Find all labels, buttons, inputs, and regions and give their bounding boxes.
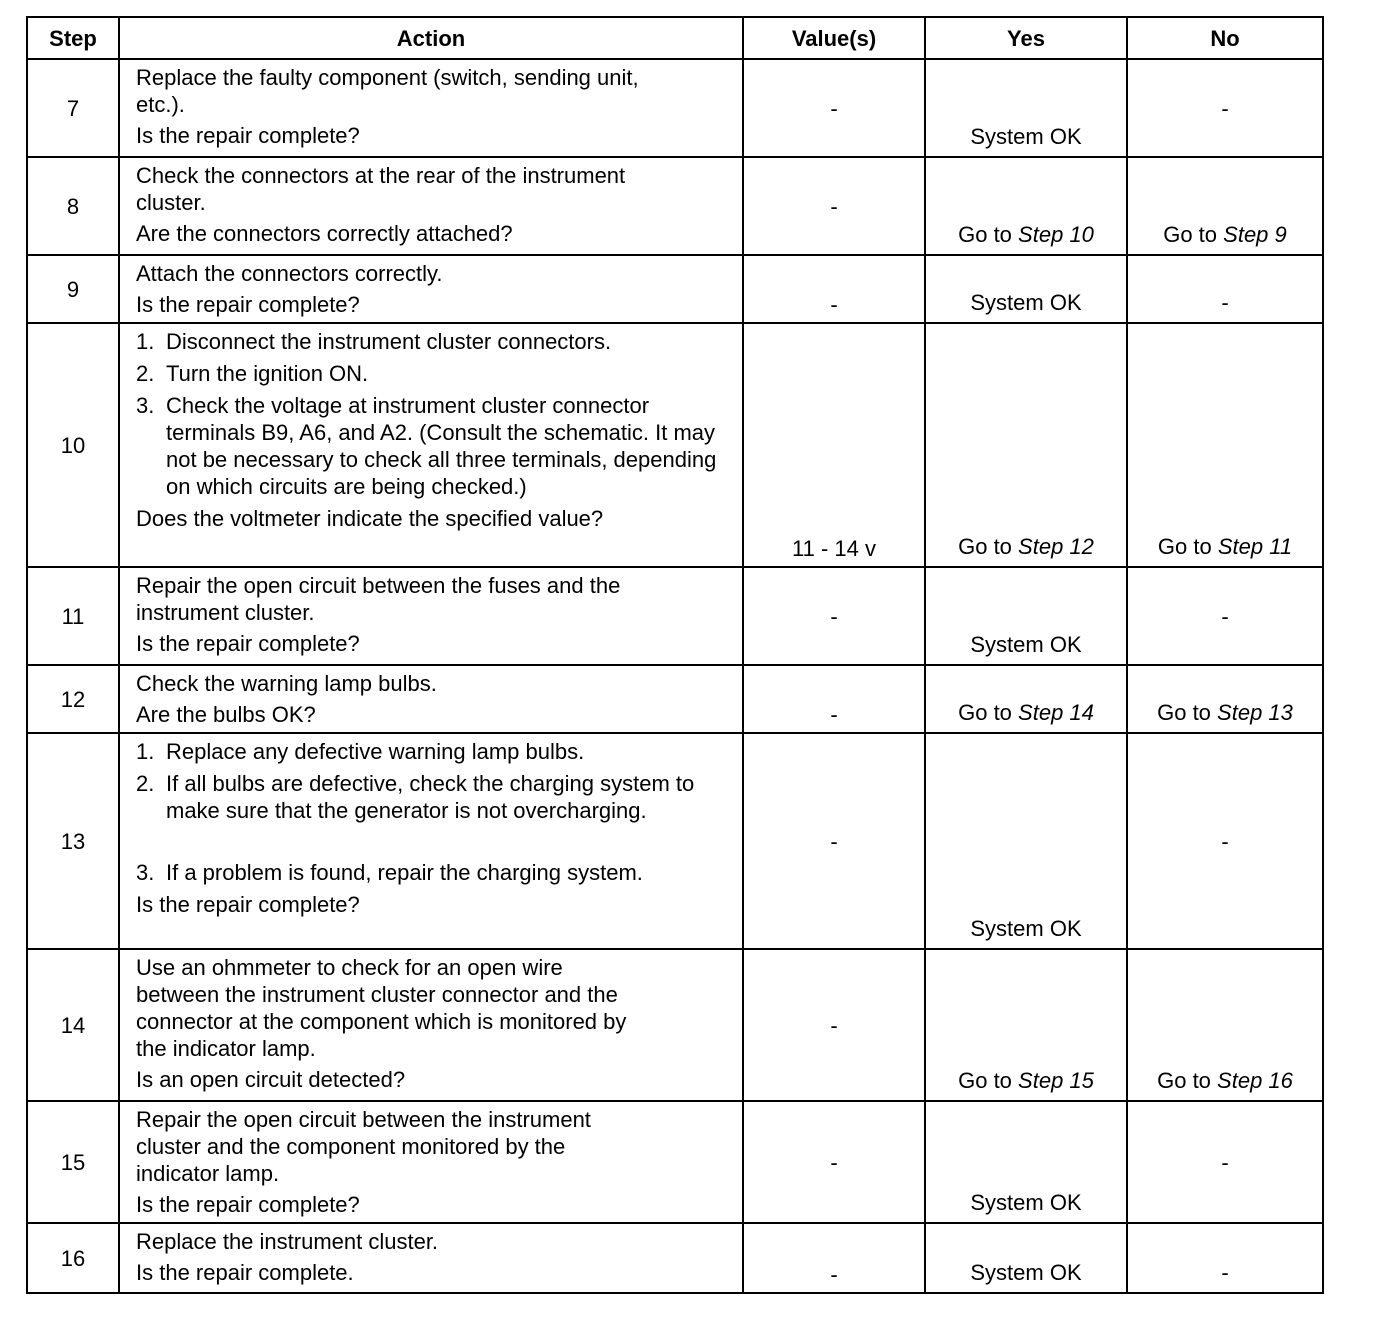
no-cell [1127, 949, 1323, 1101]
action-cell [119, 949, 743, 1101]
table-row [27, 567, 1323, 665]
action-question: Is the repair complete? [136, 292, 360, 317]
goto-text: Go to [958, 700, 1012, 725]
table-row [27, 949, 1323, 1101]
action-text: Use an ohmmeter to check for an open wire [136, 955, 563, 980]
step-link: Step 9 [1223, 222, 1287, 247]
diagnostic-table [26, 16, 1324, 1294]
header-values: Value(s) [743, 17, 925, 59]
action-cell [119, 157, 743, 255]
table-row [27, 733, 1323, 949]
no-cell: - [1127, 567, 1323, 665]
action-text: Repair the open circuit between the fuses and the [136, 573, 621, 598]
table-row [27, 665, 1323, 733]
action-text: instrument cluster. [136, 600, 315, 625]
action-cell [119, 1101, 743, 1223]
table-row [27, 59, 1323, 157]
header-yes: Yes [925, 17, 1127, 59]
action-text: cluster. [136, 190, 206, 215]
no-cell: - [1127, 1101, 1323, 1223]
action-text: the indicator lamp. [136, 1036, 316, 1061]
action-question: Is the repair complete? [136, 1192, 360, 1217]
action-cell [119, 59, 743, 157]
step-number: 14 [27, 949, 119, 1101]
action-cell [119, 255, 743, 323]
action-text: connector at the component which is monitored by [136, 1009, 627, 1034]
step-number: 9 [27, 255, 119, 323]
step-link: Step 13 [1217, 700, 1293, 725]
action-question: Is an open circuit detected? [136, 1067, 406, 1092]
goto-text: Go to [958, 534, 1012, 559]
action-text: between the instrument cluster connector and the [136, 982, 618, 1007]
value-cell: - [743, 1101, 925, 1223]
action-question: Are the connectors correctly attached? [136, 221, 513, 246]
action-question: Are the bulbs OK? [136, 702, 316, 727]
action-text: Check the connectors at the rear of the instrument [136, 163, 626, 188]
yes-cell: System OK [925, 1101, 1127, 1223]
no-cell: - [1127, 59, 1323, 157]
yes-cell [925, 949, 1127, 1101]
value-cell: - [743, 733, 925, 949]
header-action: Action [119, 17, 743, 59]
step-link: Step 15 [1018, 1068, 1094, 1093]
no-cell: - [1127, 255, 1323, 323]
goto-text: Go to [1157, 534, 1212, 559]
action-question: Does the voltmeter indicate the specified value? [136, 506, 604, 531]
step-number: 8 [27, 157, 119, 255]
goto-text: Go to [1157, 1068, 1211, 1093]
no-cell [1127, 157, 1323, 255]
goto-text: Go to [1157, 700, 1211, 725]
action-question: Is the repair complete? [136, 123, 360, 148]
no-cell: - [1127, 1223, 1323, 1293]
table-row [27, 1223, 1323, 1293]
action-text: Replace the instrument cluster. [136, 1229, 439, 1254]
step-number: 13 [27, 733, 119, 949]
yes-cell: System OK [925, 1223, 1127, 1293]
no-cell: - [1127, 733, 1323, 949]
action-text: indicator lamp. [136, 1161, 280, 1186]
value-cell: 11 - 14 v [743, 323, 925, 567]
action-text: Replace the faulty component (switch, sending unit, [136, 65, 639, 90]
step-number: 15 [27, 1101, 119, 1223]
goto-text: Go to [1163, 222, 1218, 247]
goto-text: Go to [958, 1068, 1012, 1093]
step-link: Step 16 [1217, 1068, 1293, 1093]
action-list-item: 1. Replace any defective warning lamp bulbs. [136, 739, 585, 764]
action-text: Repair the open circuit between the instrument [136, 1107, 591, 1132]
action-list-item: 3. Check the voltage at instrument cluster connector terminals B9, A6, and A2. (Consult the schematic. It may not be necessary to check all three terminals, depending on which circuits are being checked.) [136, 393, 717, 499]
value-cell: - [743, 157, 925, 255]
table-row [27, 323, 1323, 567]
table-row [27, 255, 1323, 323]
action-cell [119, 665, 743, 733]
yes-cell [925, 665, 1127, 733]
value-cell: - [743, 1223, 925, 1293]
step-link: Step 12 [1018, 534, 1094, 559]
table-row [27, 157, 1323, 255]
step-number: 7 [27, 59, 119, 157]
action-text: Check the warning lamp bulbs. [136, 671, 437, 696]
step-number: 11 [27, 567, 119, 665]
action-cell [119, 1223, 743, 1293]
step-link: Step 10 [1018, 222, 1094, 247]
value-cell: - [743, 665, 925, 733]
step-link: Step 11 [1217, 534, 1293, 559]
action-list-item: 3. If a problem is found, repair the charging system. [136, 860, 643, 885]
header-step: Step [27, 17, 119, 59]
action-text: cluster and the component monitored by the [136, 1134, 566, 1159]
value-cell: - [743, 567, 925, 665]
yes-cell: System OK [925, 59, 1127, 157]
step-number: 12 [27, 665, 119, 733]
step-link: Step 14 [1018, 700, 1094, 725]
action-question: Is the repair complete. [136, 1260, 354, 1285]
action-list-item: 2. Turn the ignition ON. [136, 361, 369, 386]
yes-cell: System OK [925, 567, 1127, 665]
value-cell: - [743, 59, 925, 157]
step-number: 10 [27, 323, 119, 567]
no-cell [1127, 323, 1323, 567]
action-cell [119, 323, 743, 567]
step-number: 16 [27, 1223, 119, 1293]
action-text: Attach the connectors correctly. [136, 261, 443, 286]
action-question: Is the repair complete? [136, 631, 360, 656]
action-question: Is the repair complete? [136, 892, 360, 917]
action-list-item: 1. Disconnect the instrument cluster connectors. [136, 329, 612, 354]
header-row [27, 17, 1323, 59]
yes-cell: System OK [925, 255, 1127, 323]
header-no: No [1127, 17, 1323, 59]
value-cell: - [743, 949, 925, 1101]
action-text: etc.). [136, 92, 185, 117]
table-row [27, 1101, 1323, 1223]
no-cell [1127, 665, 1323, 733]
action-cell [119, 733, 743, 949]
yes-cell: System OK [925, 733, 1127, 949]
action-cell [119, 567, 743, 665]
goto-text: Go to [958, 222, 1012, 247]
yes-cell [925, 157, 1127, 255]
action-list-item: 2. If all bulbs are defective, check the charging system to make sure that the generator is not overcharging. [136, 771, 695, 823]
value-cell: - [743, 255, 925, 323]
yes-cell [925, 323, 1127, 567]
